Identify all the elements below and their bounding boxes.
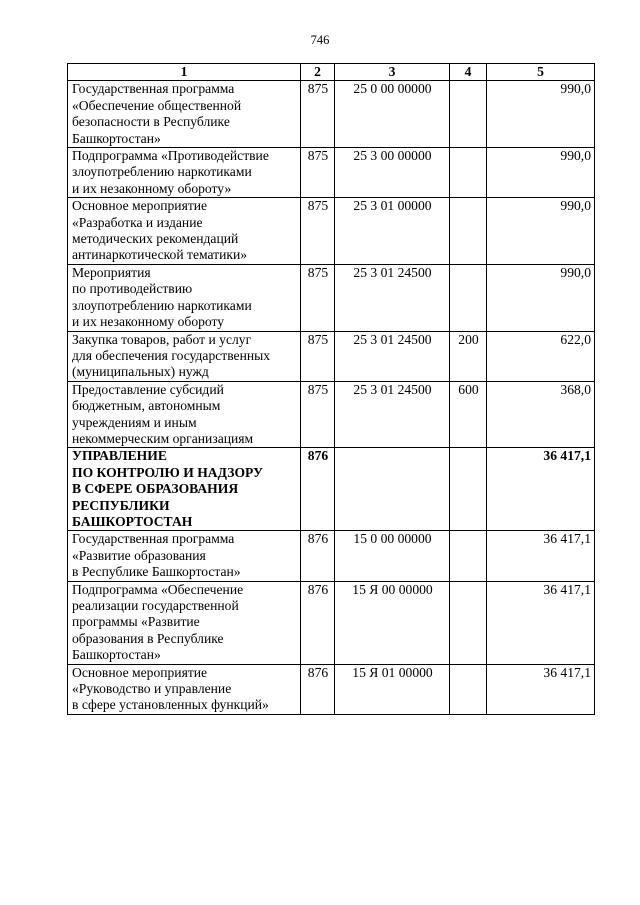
row-name-line: ПО КОНТРОЛЮ И НАДЗОРУ	[72, 464, 263, 480]
table-body	[68, 81, 595, 714]
row-name-line: антинаркотической тематики»	[72, 247, 248, 263]
row-name-line: Мероприятия	[72, 264, 151, 280]
row-code-cell: 876	[301, 531, 335, 581]
row-kind-cell	[450, 264, 487, 331]
header-col-2: 2	[301, 64, 335, 81]
row-name-line: Подпрограмма «Обеспечение	[72, 581, 244, 597]
table-row	[68, 664, 595, 714]
row-name-line: программы «Развитие	[72, 614, 200, 630]
row-code-cell: 876	[301, 581, 335, 664]
row-name-cell	[68, 664, 301, 714]
row-target-cell: 15 0 00 00000	[335, 531, 450, 581]
row-name-line: безопасности в Республике	[72, 114, 230, 130]
row-target-cell: 25 3 01 24500	[335, 381, 450, 448]
row-amount-cell: 36 417,1	[487, 531, 595, 581]
row-name-line: «Руководство и управление	[72, 681, 232, 697]
row-name-line: методических рекомендаций	[72, 231, 239, 247]
row-name-line: для обеспечения государственных	[72, 347, 271, 363]
header-col-1: 1	[68, 64, 301, 81]
table-row	[68, 531, 595, 581]
row-amount-cell: 36 417,1	[487, 448, 595, 531]
row-name-cell	[68, 81, 301, 148]
row-kind-cell	[450, 148, 487, 198]
row-name-line: злоупотреблению наркотиками	[72, 297, 252, 313]
row-name-line: Основное мероприятие	[72, 198, 208, 214]
table-row	[68, 448, 595, 531]
row-kind-cell: 200	[450, 331, 487, 381]
header-col-4: 4	[450, 64, 487, 81]
row-name-line: в сфере установленных функций»	[72, 697, 269, 713]
row-amount-cell: 990,0	[487, 264, 595, 331]
row-code-cell: 875	[301, 198, 335, 265]
row-name-line: Закупка товаров, работ и услуг	[72, 331, 252, 347]
row-name-line: Государственная программа	[72, 531, 235, 547]
row-name-line: некоммерческим организациям	[72, 430, 254, 446]
row-name-cell	[68, 531, 301, 581]
header-col-3: 3	[335, 64, 450, 81]
row-name-cell	[68, 198, 301, 265]
row-name-line: по противодействию	[72, 281, 193, 297]
table-row	[68, 148, 595, 198]
row-name-cell	[68, 331, 301, 381]
row-name-line: Башкортостан»	[72, 130, 161, 146]
row-target-cell: 15 Я 00 00000	[335, 581, 450, 664]
row-name-line: Основное мероприятие	[72, 664, 208, 680]
table-row	[68, 81, 595, 148]
row-target-cell: 25 3 01 00000	[335, 198, 450, 265]
row-code-cell: 876	[301, 664, 335, 714]
row-name-line: БАШКОРТОСТАН	[72, 513, 193, 529]
row-name-line: образования в Республике	[72, 630, 224, 646]
row-target-cell: 25 3 01 24500	[335, 264, 450, 331]
row-amount-cell: 368,0	[487, 381, 595, 448]
row-name-line: учреждениям и иным	[72, 414, 197, 430]
row-name-cell	[68, 264, 301, 331]
row-name-line: бюджетным, автономным	[72, 398, 221, 414]
table-row	[68, 264, 595, 331]
row-name-line: «Разработка и издание	[72, 214, 203, 230]
row-name-cell	[68, 148, 301, 198]
row-target-cell: 25 3 01 24500	[335, 331, 450, 381]
row-name-line: Башкортостан»	[72, 647, 161, 663]
row-target-cell: 25 0 00 00000	[335, 81, 450, 148]
row-amount-cell: 990,0	[487, 81, 595, 148]
row-name-cell	[68, 381, 301, 448]
row-amount-cell: 36 417,1	[487, 664, 595, 714]
row-name-line: УПРАВЛЕНИЕ	[72, 448, 167, 464]
row-amount-cell: 990,0	[487, 198, 595, 265]
row-target-cell	[335, 448, 450, 531]
row-name-line: в Республике Башкортостан»	[72, 564, 241, 580]
table-row	[68, 581, 595, 664]
row-name-line: РЕСПУБЛИКИ	[72, 497, 170, 513]
row-code-cell: 875	[301, 148, 335, 198]
table-row	[68, 381, 595, 448]
row-code-cell: 875	[301, 81, 335, 148]
row-name-line: В СФЕРЕ ОБРАЗОВАНИЯ	[72, 481, 239, 497]
row-kind-cell	[450, 581, 487, 664]
row-amount-cell: 622,0	[487, 331, 595, 381]
row-name-line: и их незаконному обороту	[72, 314, 225, 330]
row-name-line: реализации государственной	[72, 598, 239, 613]
row-kind-cell	[450, 448, 487, 531]
row-name-cell	[68, 448, 301, 531]
page-number: 746	[310, 33, 330, 47]
row-name-line: «Обеспечение общественной	[72, 97, 242, 113]
row-name-line: Государственная программа	[72, 81, 235, 97]
row-code-cell: 875	[301, 381, 335, 448]
header-col-5: 5	[487, 64, 595, 81]
table-header-row	[68, 64, 595, 81]
row-amount-cell: 990,0	[487, 148, 595, 198]
row-kind-cell	[450, 664, 487, 714]
row-name-cell	[68, 581, 301, 664]
row-name-line: и их незаконному обороту»	[72, 180, 232, 196]
row-amount-cell: 36 417,1	[487, 581, 595, 664]
row-name-line: (муниципальных) нужд	[72, 364, 209, 380]
row-name-line: злоупотреблению наркотиками	[72, 164, 252, 180]
budget-table	[67, 63, 595, 715]
row-name-line: «Развитие образования	[72, 547, 206, 563]
table-row	[68, 198, 595, 265]
row-code-cell: 875	[301, 331, 335, 381]
row-target-cell: 25 3 00 00000	[335, 148, 450, 198]
row-code-cell: 875	[301, 264, 335, 331]
row-name-line: Предоставление субсидий	[72, 381, 224, 397]
row-name-line: Подпрограмма «Противодействие	[72, 148, 269, 164]
row-kind-cell	[450, 81, 487, 148]
row-kind-cell	[450, 198, 487, 265]
row-code-cell: 876	[301, 448, 335, 531]
row-kind-cell	[450, 531, 487, 581]
row-target-cell: 15 Я 01 00000	[335, 664, 450, 714]
row-kind-cell: 600	[450, 381, 487, 448]
table-row	[68, 331, 595, 381]
